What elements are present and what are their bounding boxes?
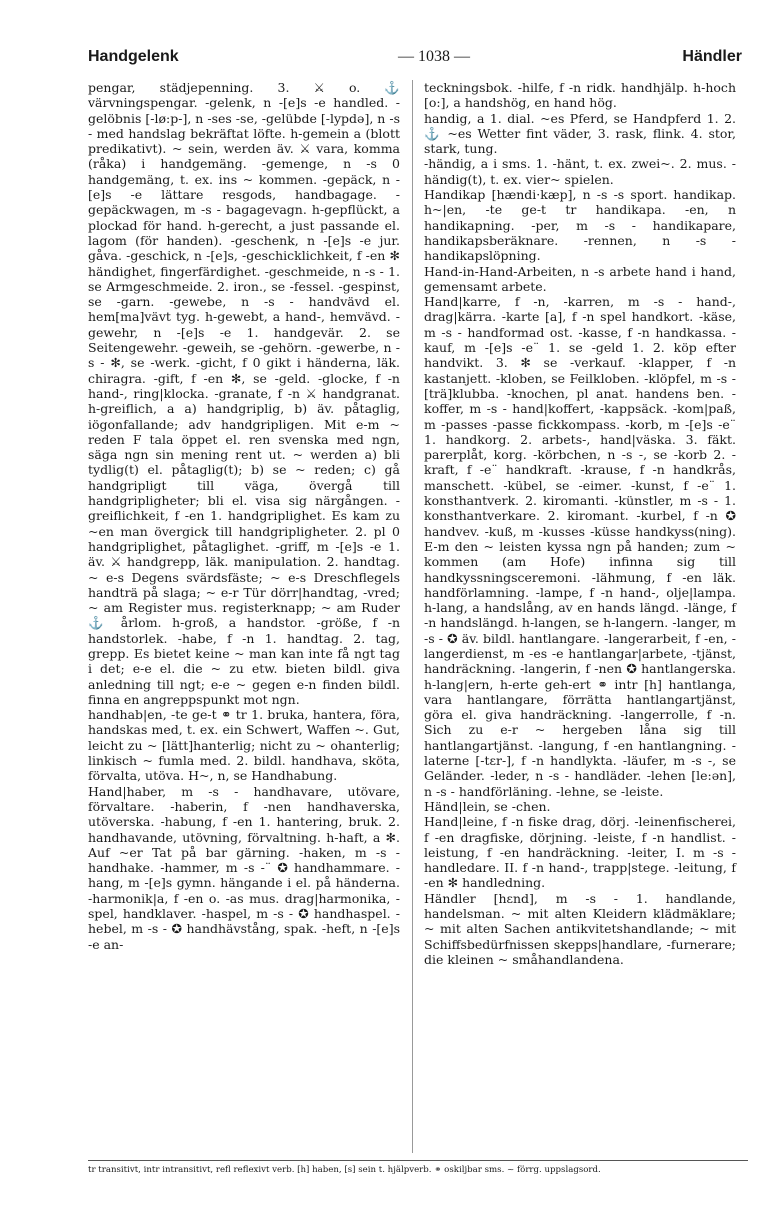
dictionary-entry: Hand|leine, f -n fiske drag, dörj. -leinenfischerei, f -en dragfiske, dörjning. -leiste, f -n handlist. -leistung, f -en handräckning. -leiter, I. m -s - handledare. II. f -n hand-, trapp|stege. -leitung, f -en ✻ handledning. <box>424 814 736 891</box>
dictionary-entry: Handikap [hændi·kæp], n -s -s sport. handikap. h~|en, -te ge-t tr handikapa. -en, n handikapning. -per, m -s - handikapare, handikapsberäknare. -rennen, n -s - handikapslöpning. <box>424 187 736 264</box>
dictionary-entry: teckningsbok. -hilfe, f -n ridk. handhjälp. h-hoch [o:], a handshög, en hand hög. <box>424 80 736 111</box>
abbreviation-key: tr transitivt, intr intransitivt, refl reflexivt verb. [h] haben, [s] sein t. hjälpverb. ⚭ oskiljbar sms. ~ förrg. uppslagsord. <box>88 1165 601 1175</box>
dictionary-entry: -händig, a i sms. 1. -hänt, t. ex. zwei~. 2. mus. -händig(t), t. ex. vier~ spielen. <box>424 156 736 187</box>
dictionary-entry: Händler [hɛnd], m -s - 1. handlande, handelsman. ~ mit alten Kleidern klädmäklare; ~ mit alten Sachen antikvitetshandlande; ~ mit Schiffsbedürfnissen skepps|handlare, -furnerare; die kleinen ~ småhandlandena. <box>424 890 736 967</box>
dictionary-entry: Hand|haber, m -s - handhavare, utövare, förvaltare. -haberin, f -nen handhaverska, utöverska. -habung, f -en 1. hantering, bruk. 2. handhavande, utövning, förvaltning. h-haft, a ✻. Auf ~er Tat på bar gärning. -haken, m -s - handhake. -hammer, m -s -¨ ✪ handhammare. -hang, m -[e]s gymn. hängande i el. på händerna. -harmonik|a, f -en o. -as mus. drag|harmonika, -spel, handklaver. -haspel, m -s - ✪ handhaspel. -hebel, m -s - ✪ handhävstång, spak. -heft, n -[e]s -e an- <box>88 783 400 952</box>
right-column <box>424 80 736 967</box>
column-divider <box>412 80 413 1153</box>
dictionary-entry: pengar, städjepenning. 3. ⚔ o. ⚓ värvningspengar. -gelenk, n -[e]s -e handled. -gelöbnis [-lø:p-], n -ses -se, -gelübde [-lypdə], n -s - med handslag bekräftat löfte. h-gemein a (blott predikativt). ~ sein, werden äv. ⚔ vara, komma (råka) i handgemäng. -gemenge, n -s 0 handgemäng, t. ex. ins ~ kommen. -gepäck, n -[e]s -e lättare resgods, handbagage. -gepäckwagen, m -s - bagagevagn. h-gepflückt, a plockad för hand. h-gerecht, a just passande el. lagom (för handen). -geschenk, n -[e]s -e jur. gåva. -geschick, n -[e]s, -geschicklichkeit, f -en ✻ händighet, fingerfärdighet. -geschmeide, n -s - 1. se Armgeschmeide. 2. iron., se -fessel. -gespinst, se -garn. -gewebe, n -s - handvävd el. hem[ma]vävt tyg. h-gewebt, a hand-, hemvävd. -gewehr, n -[e]s -e 1. handgevär. 2. se Seitengewehr. -geweih, se -gehörn. -gewerbe, n -s - ✻, se -werk. -gicht, f 0 gikt i händerna, läk. chiragra. -gift, f -en ✻, se -geld. -glocke, f -n hand-, ring|klocka. -granate, f -n ⚔ handgranat. h-greiflich, a a) handgriplig, b) äv. påtaglig, iögonfallande; adv handgripligen. Mit e-m ~ reden F tala öppet el. ren svenska med ngn, säga ngn sin mening rent ut. ~ werden a) bli tydlig(t) el. påtaglig(t); b) se ~ reden; c) gå handgripligt till väga, övergå till handgripligheter; bli el. visa sig närgången. -greiflichkeit, f -en 1. handgriplighet. Es kam zu ~en man övergick till handgripligheter. 2. pl 0 handgriplighet, påtaglighet. -griff, m -[e]s -e 1. äv. ⚔ handgrepp, läk. manipulation. 2. handtag. ~ e-s Degens svärdsfäste; ~ e-s Dreschflegels handträ på slaga; ~ e-r Tür dörr|handtag, -vred; ~ am Register mus. registerknapp; ~ am Ruder ⚓ årlom. h-groß, a handstor. -größe, f -n handstorlek. -habe, f -n 1. handtag. 2. tag, grepp. Es bietet keine ~ man kan inte få ngt tag i det; e-e el. die ~ zu etw. bieten bildl. giva anledning till ngt; e-e ~ gegen e-n finden bildl. finna en angreppspunkt mot ngn. <box>88 80 400 707</box>
left-column <box>88 80 400 952</box>
page-header <box>88 44 748 70</box>
dictionary-entry: Händ|lein, se -chen. <box>424 798 551 814</box>
dictionary-entry: handhab|en, -te ge-t ⚭ tr 1. bruka, hantera, föra, handskas med, t. ex. ein Schwert, Waffen ~. Gut, leicht zu ~ [lätt]hanterlig; nicht zu ~ ohanterlig; linkisch ~ fumla med. 2. bildl. handhava, sköta, förvalta, utöva. H~, n, se Handhabung. <box>88 707 400 784</box>
dictionary-entry: Hand|karre, f -n, -karren, m -s - hand-, drag|kärra. -karte [a], f -n spel handkort. -käse, m -s - handformad ost. -kasse, f -n handkassa. -kauf, m -[e]s -e¨ 1. se -geld 1. 2. köp efter handvikt. 3. ✻ se -verkauf. -klapper, f -n kastanjett. -kloben, se Feilkloben. -klöpfel, m -s - [trä]klubba. -knochen, pl anat. handens ben. -koffer, m -s - hand|koffert, -kappsäck. -kom|paß, m -passes -passe fickkompass. -korb, m -[e]s -e¨ 1. handkorg. 2. arbets-, hand|väska. 3. fäkt. parerplåt, korg. -körbchen, n -s -, se -korb 2. -kraft, f -e¨ handkraft. -krause, f -n handkrås, manschett. -kübel, se -eimer. -kunst, f -e¨ 1. konsthantverk. 2. kiromanti. -künstler, m -s - 1. konsthantverkare. 2. kiromant. -kurbel, f -n ✪ handvev. -kuß, m -kusses -küsse handkyss(ning). E-m den ~ leisten kyssa ngn på handen; zum ~ kommen (am Hofe) infinna sig till handkyssningsceremoni. -lähmung, f -en läk. handförlamning. -lampe, f -n hand-, olje|lampa. h-lang, a handslång, av en hands längd. -länge, f -n handslängd. h-langen, se h-langern. -langer, m -s - ✪ äv. bildl. hantlangare. -langerarbeit, f -en, -langerdienst, m -es -e hantlangar|arbete, -tjänst, handräckning. -langerin, f -nen ✪ hantlangerska. h-lang|ern, h-erte geh-ert ⚭ intr [h] hantlanga, vara hantlangare, förrätta hantlangartjänst, göra el. giva handräckning. -langerrolle, f -n. Sich zu e-r ~ hergeben låna sig till hantlangartjänst. -langung, f -en hantlangning. -laterne [-tɛr-], f -n handlykta. -läufer, m -s -, se Geländer. -leder, n -s - handläder. -lehen [le:ən], n -s - handförläning. -lehne, se -leiste. <box>424 294 736 799</box>
footer-rule <box>88 1160 748 1161</box>
header-left-guideword: Handgelenk <box>88 48 179 65</box>
dictionary-entry: handig, a 1. dial. ~es Pferd, se Handpferd 1. 2. ⚓ ~es Wetter fint väder, 3. rask, flink. 4. stor, stark, tung. <box>424 110 736 157</box>
header-right-guideword: Händler <box>682 48 742 65</box>
page-number: — 1038 — <box>398 48 470 65</box>
dictionary-entry: Hand-in-Hand-Arbeiten, n -s arbete hand i hand, gemensamt arbete. <box>424 263 736 294</box>
